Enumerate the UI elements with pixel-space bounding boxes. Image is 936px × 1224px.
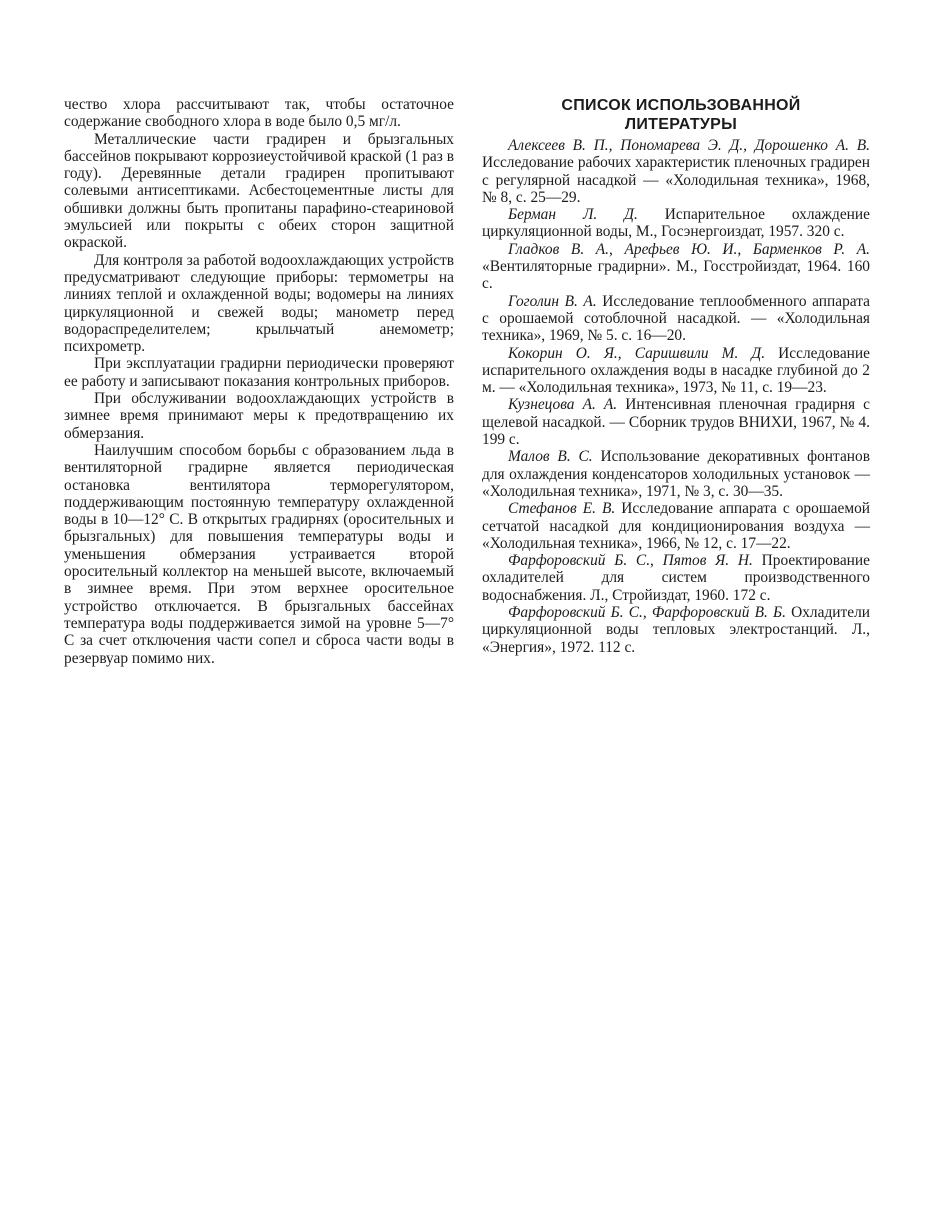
reference-item [482,206,870,241]
reference-authors: Берман Л. Д. [508,206,638,224]
reference-item [482,500,870,552]
body-text-column [64,96,454,667]
heading-line: ЛИТЕРАТУРЫ [624,116,738,133]
reference-item [482,552,870,604]
paragraph: Для контроля за работой водоохлаждающих устройств предусматривают следующие приборы: термометры на линиях теплой и охлажденной воды; водомеры на линиях циркуляционной и свежей воды; манометр перед водораспределителем; крыльчатый анемометр; психрометр. [64,251,454,356]
reference-authors: Фарфоровский Б. С., Фарфоровский В. Б. [508,604,786,622]
reference-authors: Стефанов Е. В. [508,500,616,518]
reference-authors: Кузнецова А. А. [508,396,618,414]
reference-authors: Гладков В. А., Арефьев Ю. И., Барменков Р. А. [508,240,870,258]
reference-details: Исследование аппарата с орошаемой сетчатой насадкой для кондиционирования воздуха — «Холодильная техника», 1966, № 12, с. 17—22. [482,500,871,552]
reference-details: Исследование испарительного охлаждения воды в насадке глубиной до 2 м. — «Холодильная техника», 1973, № 11, с. 19—23. [482,344,870,397]
reference-details: Проектирование охладителей для систем производственного водоснабжения. Л., Стройиздат, 1960. 172 с. [482,552,870,604]
reference-details: «Вентиляторные градирни». М., Госстройиздат, 1964. 160 с. [482,258,870,293]
paragraph: чество хлора рассчитывают так, чтобы остаточное содержание свободного хлора в воде было 0,5 мг/л. [64,96,454,131]
reference-authors: Фарфоровский Б. С., Пятов Я. Н. [508,552,753,570]
reference-item [482,448,870,500]
reference-item [482,345,870,397]
reference-item [482,241,870,293]
reference-authors: Алексеев В. П., Пономарева Э. Д., Дорошенко А. В. [508,137,870,154]
reference-item [482,137,870,206]
paragraph: Наилучшим способом борьбы с образованием льда в вентиляторной градирне является периодическая остановка вентилятора терморегулятором, поддерживающим постоянную температуру охлажденной воды в 10—12° С. В открытых градирнях (оросительных и брызгальных) для повышения температуры воды и уменьшения обмерзания устраивается второй оросительный коллектор на меньшей высоте, включаемый в зимнее время. При этом верхнее оросительное устройство отключается. В брызгальных бассейнах температура воды поддерживается зимой на уровне 5—7° С за счет отключения части сопел и сброса части воды в резервуар помимо них. [64,441,454,667]
reference-item [482,293,870,345]
paragraph: При обслуживании водоохлаждающих устройств в зимнее время принимают меры к предотвращению их обмерзания. [64,390,454,442]
reference-details: Охладители циркуляционной воды тепловых электростанций. Л., «Энергия», 1972. 112 с. [482,604,870,656]
references-heading [482,96,870,134]
reference-details: Испарительное охлаждение циркуляционной воды, М., Госэнергоиздат, 1957. 320 с. [482,206,870,241]
reference-authors: Кокорин О. Я., Саришвили М. Д. [508,344,766,362]
reference-details: Использование декоративных фонтанов для охлаждения конденсаторов холодильных установок — «Холодильная техника», 1971, № 3, с. 30—35. [482,448,870,500]
reference-details: Исследование теплообменного аппарата с орошаемой сотоблочной насадкой. — «Холодильная техника», 1969, № 5. с. 16—20. [482,292,870,345]
reference-item [482,396,870,448]
paragraph: При эксплуатации градирни периодически проверяют ее работу и записывают показания контрольных приборов. [64,355,454,390]
reference-item [482,604,870,656]
reference-authors: Гоголин В. А. [508,292,597,310]
references-column [482,96,870,656]
reference-details: Интенсивная пленочная градирня с щелевой насадкой. — Сборник трудов ВНИХИ, 1967, № 4. 199 с. [482,396,870,449]
reference-details: Исследование рабочих характеристик пленочных градирен с регулярной насадкой — «Холодильная техника», 1968, № 8, с. 25—29. [482,154,870,206]
heading-line: СПИСОК ИСПОЛЬЗОВАННОЙ [561,97,801,114]
reference-authors: Малов В. С. [508,448,593,466]
paragraph: Металлические части градирен и брызгальных бассейнов покрывают коррозиеустойчивой краской (1 раз в году). Деревянные детали градирен пропитывают солевыми антисептиками. Асбестоцементные листы для обшивки должны быть пропитаны парафино-стеариновой эмульсией или покрыты с обеих сторон защитной окраской. [64,130,454,252]
